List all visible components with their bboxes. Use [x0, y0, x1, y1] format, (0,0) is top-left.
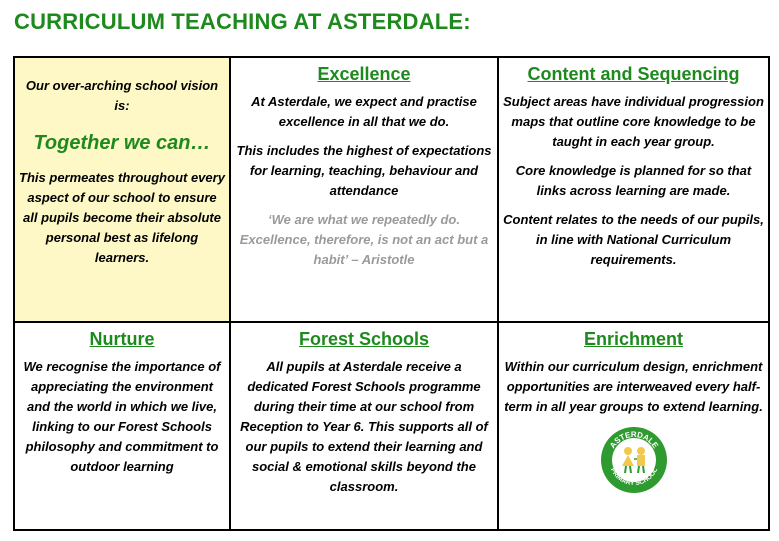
nurture-text: We recognise the importance of appreciating the environment and the world in which we live, linking to our Forest Schools philosophy and commitment to outdoor learning [23, 359, 221, 474]
content-sequencing-heading: Content and Sequencing [527, 64, 740, 84]
forest-schools-cell [230, 322, 498, 530]
excellence-text-1: At Asterdale, we expect and practise excellence in all that we do. [251, 94, 477, 129]
logo-bottom-text: PRIMARY SCHOOL [608, 466, 659, 488]
vision-motto: Together we can… [33, 132, 211, 154]
school-logo-badge [600, 426, 668, 494]
excellence-cell [230, 57, 498, 322]
nurture-cell [14, 322, 230, 530]
vision-body: This permeates throughout every aspect of our school to ensure all pupils become their absolute personal best as lifelong learners. [19, 170, 225, 265]
enrichment-text: Within our curriculum design, enrichment opportunities are interweaved every half-term in all year groups to extend learning. [504, 359, 763, 414]
forest-schools-text: All pupils at Asterdale receive a dedicated Forest Schools programme during their time at our school from Reception to Year 6. This supports all of our pupils to extend their learning and social & emotional skills beyond the classroom. [240, 359, 488, 494]
content-sequencing-text-2: Core knowledge is planned for so that links across learning are made. [515, 163, 752, 198]
enrichment-cell [498, 322, 769, 530]
nurture-heading: Nurture [89, 329, 155, 349]
content-sequencing-text-1: Subject areas have individual progression maps that outline core knowledge to be taught in each year group. [503, 94, 764, 149]
school-logo [503, 426, 764, 500]
page-title: CURRICULUM TEACHING AT ASTERDALE: [14, 9, 471, 34]
aristotle-quote: ‘We are what we repeatedly do. Excellence, therefore, is not an act but a habit’ – Aristotle [239, 212, 489, 267]
logo-top-text: ASTERDALE [607, 429, 660, 451]
excellence-heading: Excellence [317, 64, 411, 84]
vision-cell [14, 57, 230, 322]
content-sequencing-text-3: Content relates to the needs of our pupils, in line with National Curriculum requirements. [503, 212, 764, 267]
forest-schools-heading: Forest Schools [298, 329, 430, 349]
curriculum-grid [13, 56, 770, 531]
excellence-text-2: This includes the highest of expectations for learning, teaching, behaviour and attendance [236, 143, 492, 198]
vision-intro: Our over-arching school vision is: [25, 78, 219, 113]
enrichment-heading: Enrichment [583, 329, 684, 349]
content-sequencing-cell [498, 57, 769, 322]
